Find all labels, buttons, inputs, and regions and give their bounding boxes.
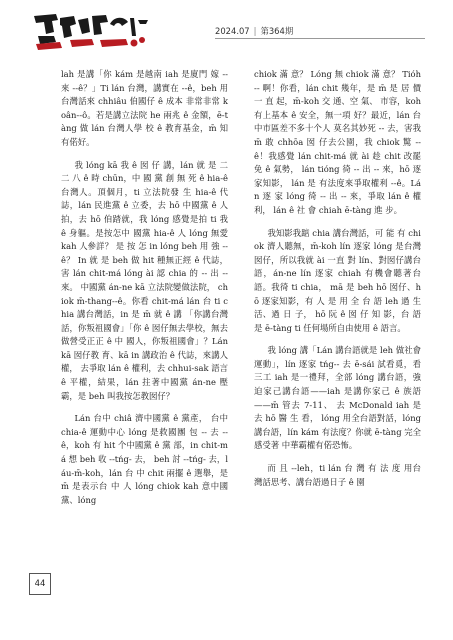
article-paragraph: 我 lóng 講「Lán 講台語就是 leh 做社會運動」，lín 逐家 tńg-- 去 ē-sái 試看覓，看三工 iah 是一禮拜，全部 lóng 講台語，強迫家己講台語——iah 是講你家己 ê 族語——m̄ 管去 7-11、 去 McDonald iah 是 去 hō 醫 生 看， lóng 用全台語對話，lóng 講台語，lín kám 有法度？你就 ē-tàng 完全感受著 中華霸權有偌恐怖。 xyxy=(254,345,421,451)
right-column xyxy=(254,68,421,498)
article-paragraph: chiok 滿 意？ Lóng 無 chiok 滿 意？ Tióh-- 啊！你看，lán chit 幾年，是 m̄ 是 居 價 一 直 起，m̄-koh 交 通、空 氣、 市容，koh 有上基本 ê 安全，無一項 好？最近，lán 台中市區差不多十个人 莫名其妙死 -- 去，害我 m̄ 敢 chhōa 囡 仔去公園，我 chiok 驚 --ê！我感覺 lán chit-má 就 ài 趁 chit 改罷免 ê 氣勢， lán tióng 徛 -- 出 -- 來，hō 逐家知影， lán 是 有法度來爭取權利 --ê。Lán 逐 家 lóng 徛 -- 出 -- 來，爭取 lán ê 權利， lán ê 社 會 chiah ē-tàng 進 步。 xyxy=(254,69,421,215)
page-number: 44 xyxy=(29,573,51,595)
issue-number: 第364期 xyxy=(260,26,294,36)
page-header xyxy=(0,0,453,62)
magazine-logo xyxy=(30,10,160,54)
article-paragraph: 而 且 --leh，ti lán 台 灣 有 法 度 用台灣話思考、講台語過日子 ê 園 xyxy=(254,463,421,487)
issue-date: 2024.07 xyxy=(215,26,250,36)
article-paragraph: 我 lóng kā 我 ê 囡 仔 講，lán 就 是 二 二 八 ê 時 chūn，中 國 黨 創 無 死 ê hia-ê 台灣人。頂個月，ti 立法院發 生 hia-ê 代誌，lán 民進黨 ê 立委，去 hō 中國黨 ê 人拍，去 hō 㑑踏就，我 lóng 感覺是拍 ti 我 ê 身軀。是按怎中 國黨 hia-ê 人 lóng 無愛 kah 人參詳？ 是 按 怎 in lóng beh 用 強 --ê？ In 就 是 beh 做 hit 種無正經 ê 代誌，害 lán chit-má lóng ài 認 chia 的 -- 出 -- 來。 中國黨 án-ne kā 立法院變做法院， chiok m̄-thang--ê。你看 chit-má lán 台 ti chia 講台灣話，in 是 m̄ 就 ê 講 「你講台灣話，你叛祖國會」「你 ê 囡仔無去學校，無去做營受正正 ê 中 國人，你叛祖國會」？Lán kā 囡仔教 育、kā in 講政治 ê 代誌，來講人權， 去爭取 lán ê 權利，去 chhui-sak 語言 ê 平權，結果，lán 拄著中國黨 án-ne 壓霸，是 beh 叫我按怎教囡仔？ xyxy=(61,159,228,401)
article-paragraph: Lán 台中 chiâ 濟中國黨 ê 黨產， 台中 chia-ê 運動中心 lóng 是救國團 包 -- 去 --ê，koh 有 hit 个中國黨 ê 黨 部，in chit-má 想 beh 收 --tńg- 去， beh 討 --tńg- 去，láu-m̄-koh，lán 台 中 chit 兩擺 ê 選舉，是 m̄ 是表示台 中 人 lóng chiok kah 意中國黨、lóng xyxy=(61,413,228,505)
article-paragraph: lah 是講「你 kám 是越南 iah 是廈門 嫁 -- 來 --ê？」Ti lán 台灣，講實在 --ê，beh 用台灣話來 chhiâu 㑑國仔 ê 成本 非常非常 koân--ô。若是講立法院 he 兩兆 ê 金額，ē-tàng 做 lán 台灣人學 校 ê 教育基金，m̄ 知有偌好。 xyxy=(61,69,228,147)
left-column xyxy=(61,68,228,516)
article-paragraph: 我知影我踮 chia 講台灣話，可 能 有 chiok 濟人聽無，m̄-koh lín 逐家 lóng 是台灣囡仔，所以我就 ài 一直 對 lín、對囡仔講台語，án-ne lín 逐家 chiah 有機會聽著台語。我徛 ti chia， mā 是 beh hō 囡仔、hō 逐家知影，有 人 是 用 全 台 語 leh 過 生 活、過 日 子， hō 阮 ê 囡 仔 知 影，台 語 是 ē-tàng ti 任何場所自由使用 ê 語言。 xyxy=(254,227,421,333)
header-rule xyxy=(215,38,425,39)
issue-separator: | xyxy=(253,26,257,36)
issue-info xyxy=(215,25,293,37)
